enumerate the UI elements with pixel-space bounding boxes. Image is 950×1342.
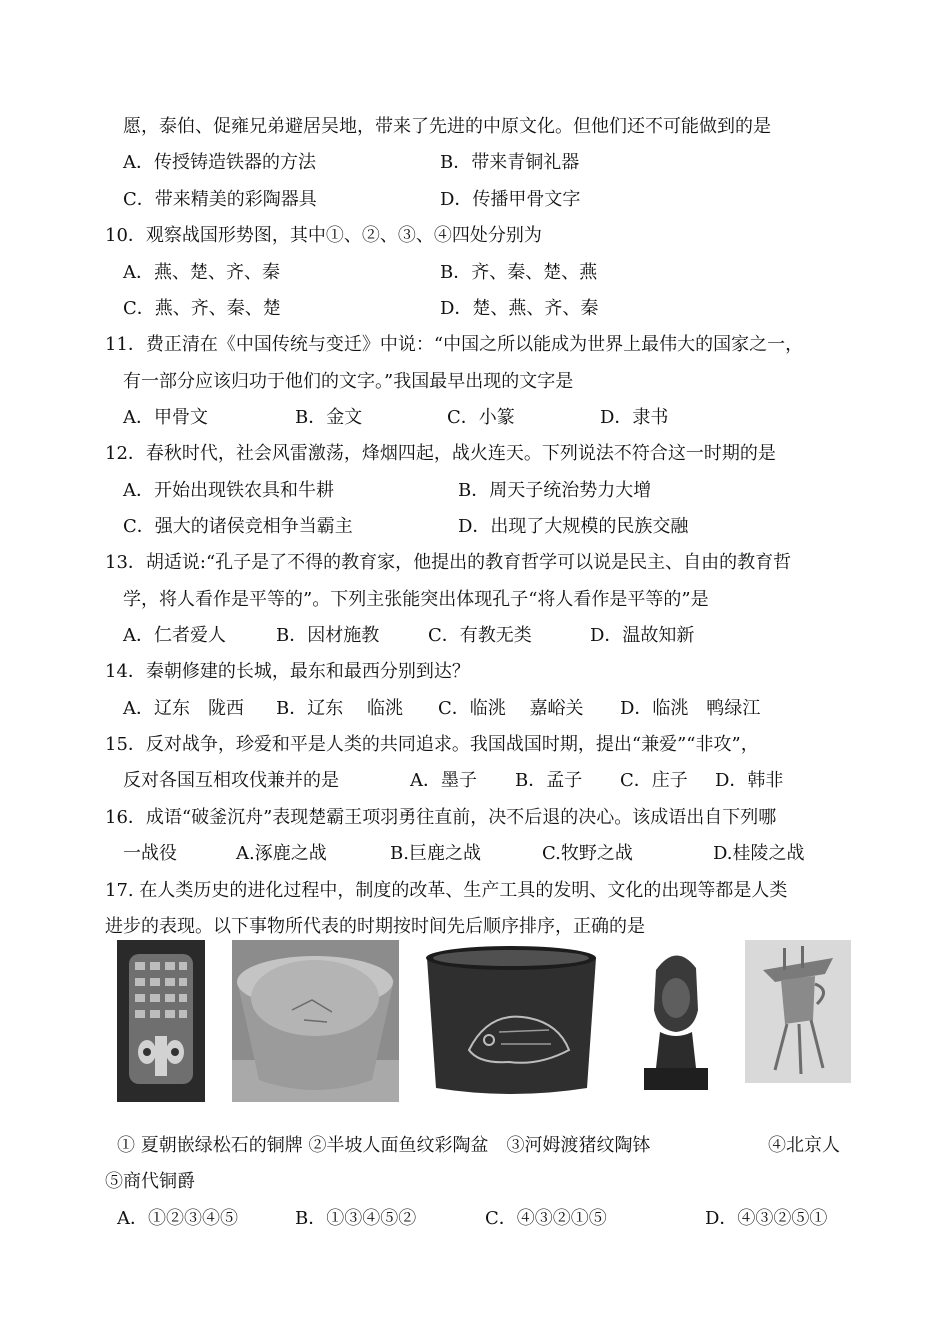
q17-stem-2: 进步的表现。以下事物所代表的时期按时间先后顺序排序，正确的是 xyxy=(105,916,645,937)
q15-option-c: C．庄子 xyxy=(620,770,688,791)
q17-stem-1: 17. 在人类历史的进化过程中，制度的改革、生产工具的发明、文化的出现等都是人类 xyxy=(105,880,788,901)
q15-option-d: D．韩非 xyxy=(715,770,784,791)
q15-stem-1: 15．反对战争，珍爱和平是人类的共同追求。我国战国时期，提出“兼爱”“非攻”， xyxy=(105,734,759,755)
photo-caption-1: ① 夏朝嵌绿松石的铜牌 ②半坡人面鱼纹彩陶盆 ③河姆渡猪纹陶钵 xyxy=(117,1135,651,1156)
q9-option-d: D．传播甲骨文字 xyxy=(440,189,581,210)
q12-option-a: A．开始出现铁农具和牛耕 xyxy=(123,480,334,501)
q16-option-b: B.巨鹿之战 xyxy=(390,843,481,864)
q13-option-a: A．仁者爱人 xyxy=(123,625,226,646)
q10-option-d: D．楚、燕、齐、秦 xyxy=(440,298,599,319)
peking-man-bust-photo xyxy=(634,940,719,1102)
q10-option-c: C．燕、齐、秦、楚 xyxy=(123,298,281,319)
q14-option-c: C．临洮 嘉峪关 xyxy=(438,698,584,719)
q13-stem-1: 13．胡适说:“孔子是了不得的教育家，他提出的教育哲学可以说是民主、自由的教育哲 xyxy=(105,552,792,573)
q13-option-b: B．因材施教 xyxy=(276,625,380,646)
q17-option-b: B．①③④⑤② xyxy=(295,1208,417,1229)
q16-stem-1: 16．成语“破釜沉舟”表现楚霸王项羽勇往直前，决不后退的决心。该成语出自下列哪 xyxy=(105,807,777,828)
q11-option-a: A．甲骨文 xyxy=(123,407,208,428)
q17-option-d: D．④③②⑤① xyxy=(705,1208,828,1229)
q10-option-a: A．燕、楚、齐、秦 xyxy=(123,262,280,283)
q11-stem-2: 有一部分应该归功于他们的文字。”我国最早出现的文字是 xyxy=(123,371,574,392)
q9-stem-cont: 愿，泰伯、促雍兄弟避居吴地，带来了先进的中原文化。但他们还不可能做到的是 xyxy=(123,116,771,137)
q14-option-d: D．临洮 鸭绿江 xyxy=(620,698,761,719)
q13-stem-2: 学，将人看作是平等的”。下列主张能突出体现孔子“将人看作是平等的”是 xyxy=(123,589,709,610)
q11-option-c: C．小篆 xyxy=(447,407,515,428)
q12-option-d: D．出现了大规模的民族交融 xyxy=(458,516,689,537)
q11-stem-1: 11．费正清在《中国传统与变迁》中说：“中国之所以能成为世界上最伟大的国家之一， xyxy=(105,334,804,355)
q10-stem: 10．观察战国形势图，其中①、②、③、④四处分别为 xyxy=(105,225,542,246)
q17-option-a: A．①②③④⑤ xyxy=(117,1208,238,1229)
photo-caption-2: ④北京人 xyxy=(768,1135,840,1156)
q10-option-b: B．齐、秦、楚、燕 xyxy=(440,262,598,283)
shang-bronze-jue-photo xyxy=(745,940,851,1083)
q12-stem: 12．春秋时代，社会风雷激荡，烽烟四起，战火连天。下列说法不符合这一时期的是 xyxy=(105,443,776,464)
q17-option-c: C．④③②①⑤ xyxy=(485,1208,607,1229)
q16-stem-2: 一战役 xyxy=(123,843,177,864)
q11-option-d: D．隶书 xyxy=(600,407,669,428)
banpo-painted-pottery-basin-photo xyxy=(232,940,399,1102)
q16-option-a: A.涿鹿之战 xyxy=(236,843,327,864)
q11-option-b: B．金文 xyxy=(295,407,363,428)
q15-option-b: B．孟子 xyxy=(515,770,583,791)
photo-caption-3: ⑤商代铜爵 xyxy=(105,1171,195,1192)
q14-stem: 14．秦朝修建的长城，最东和最西分别到达？ xyxy=(105,661,470,682)
q15-option-a: A．墨子 xyxy=(410,770,477,791)
q9-option-c: C．带来精美的彩陶器具 xyxy=(123,189,317,210)
q16-option-d: D.桂陵之战 xyxy=(713,843,805,864)
q16-option-c: C.牧野之战 xyxy=(542,843,633,864)
q9-option-b: B．带来青铜礼器 xyxy=(440,152,580,173)
q15-stem-2: 反对各国互相攻伐兼并的是 xyxy=(123,770,339,791)
q12-option-c: C．强大的诸侯竞相争当霸主 xyxy=(123,516,353,537)
q13-option-c: C．有教无类 xyxy=(428,625,532,646)
q9-option-a: A．传授铸造铁器的方法 xyxy=(123,152,316,173)
turquoise-bronze-plaque-photo xyxy=(117,940,205,1102)
q13-option-d: D．温故知新 xyxy=(590,625,695,646)
q14-option-b: B．辽东 临洮 xyxy=(276,698,403,719)
q12-option-b: B．周天子统治势力大增 xyxy=(458,480,652,501)
hemudu-pig-pattern-pottery-bowl-photo xyxy=(419,940,604,1102)
q14-option-a: A．辽东 陇西 xyxy=(123,698,244,719)
